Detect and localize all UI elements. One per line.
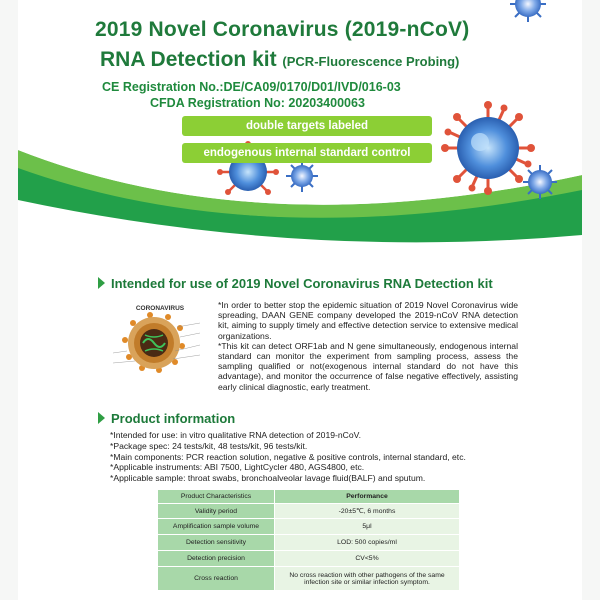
- table-cell-label: Detection precision: [158, 551, 275, 567]
- table-cell-value: -20±5℃, 6 months: [275, 504, 460, 519]
- product-info-list: [110, 430, 530, 484]
- title-line-2: [100, 48, 459, 72]
- ce-registration: CE Registration No.:DE/CA09/0170/D01/IVD/016-03: [102, 80, 401, 94]
- cfda-registration: CFDA Registration No: 20203400063: [150, 96, 365, 110]
- title-subtitle: (PCR-Fluorescence Probing): [282, 54, 460, 69]
- virus-large-icon: [441, 101, 535, 195]
- table-header-row: [158, 490, 460, 504]
- table-cell-label: Cross reaction: [158, 567, 275, 591]
- table-cell-label: Detection sensitivity: [158, 535, 275, 551]
- spec-table: [157, 489, 460, 591]
- table-cell-label: Amplification sample volume: [158, 519, 275, 535]
- table-cell-value: No cross reaction with other pathogens of the same infection site or similar infection symptom.: [275, 567, 460, 591]
- list-item: *Applicable sample: throat swabs, bronchoalveolar lavage fluid(BALF) and sputum.: [110, 473, 426, 484]
- virus-small-right-icon: [523, 165, 557, 199]
- table-cell-value: 5μl: [275, 519, 460, 535]
- list-item: *Main components: PCR reaction solution, negative & positive controls, internal standard, etc.: [110, 451, 466, 462]
- virus-cross-section-icon: [122, 312, 185, 373]
- table-header-cell: Product Characteristics: [158, 490, 275, 504]
- intro-paragraph-1: *In order to better stop the epidemic situation of 2019 Novel Coronavirus wide spreading, DAAN GENE company developed the 2019-nCoV RNA detection kit, aiming to supply timely and effective detection service to extensive medical organizations.: [218, 300, 518, 341]
- feature-badge-2: endogenous internal standard control: [182, 143, 432, 163]
- list-item: *Package spec: 24 tests/kit, 48 tests/kit, 96 tests/kit.: [110, 440, 308, 451]
- coronavirus-diagram: [105, 301, 215, 381]
- table-row: [158, 551, 460, 567]
- title-main: RNA Detection kit: [100, 48, 277, 71]
- title-line-1: 2019 Novel Coronavirus (2019-nCoV): [95, 18, 470, 41]
- table-cell-value: LOD: 500 copies/ml: [275, 535, 460, 551]
- triangle-bullet-icon: [98, 412, 105, 424]
- table-cell-value: CV<5%: [275, 551, 460, 567]
- table-cell-label: Validity period: [158, 504, 275, 519]
- product-info-heading: Product information: [98, 411, 235, 426]
- table-row: [158, 567, 460, 591]
- table-row: [158, 504, 460, 519]
- list-item: *Applicable instruments: ABI 7500, LightCycler 480, AGS4800, etc.: [110, 462, 365, 473]
- table-row: [158, 535, 460, 551]
- intro-paragraph-2: *This kit can detect ORF1ab and N gene simultaneously, endogenous internal standard can monitor the experiment from sampling process, assess the sampling qualified or not(exogenous internal standard do not have this advantage), and monitor the occurrence of false negative effectively, assisting early clinical diagnostic, early treatment.: [218, 340, 518, 392]
- intended-use-text: [218, 300, 518, 392]
- table-header-cell: Performance: [275, 490, 460, 504]
- table-row: [158, 519, 460, 535]
- triangle-bullet-icon: [98, 277, 105, 289]
- diagram-title: CORONAVIRUS: [135, 305, 185, 312]
- list-item: *Intended for use: in vitro qualitative RNA detection of 2019-nCoV.: [110, 430, 361, 440]
- feature-badge-1: double targets labeled: [182, 116, 432, 136]
- intended-use-heading: Intended for use of 2019 Novel Coronavirus RNA Detection kit: [98, 276, 493, 291]
